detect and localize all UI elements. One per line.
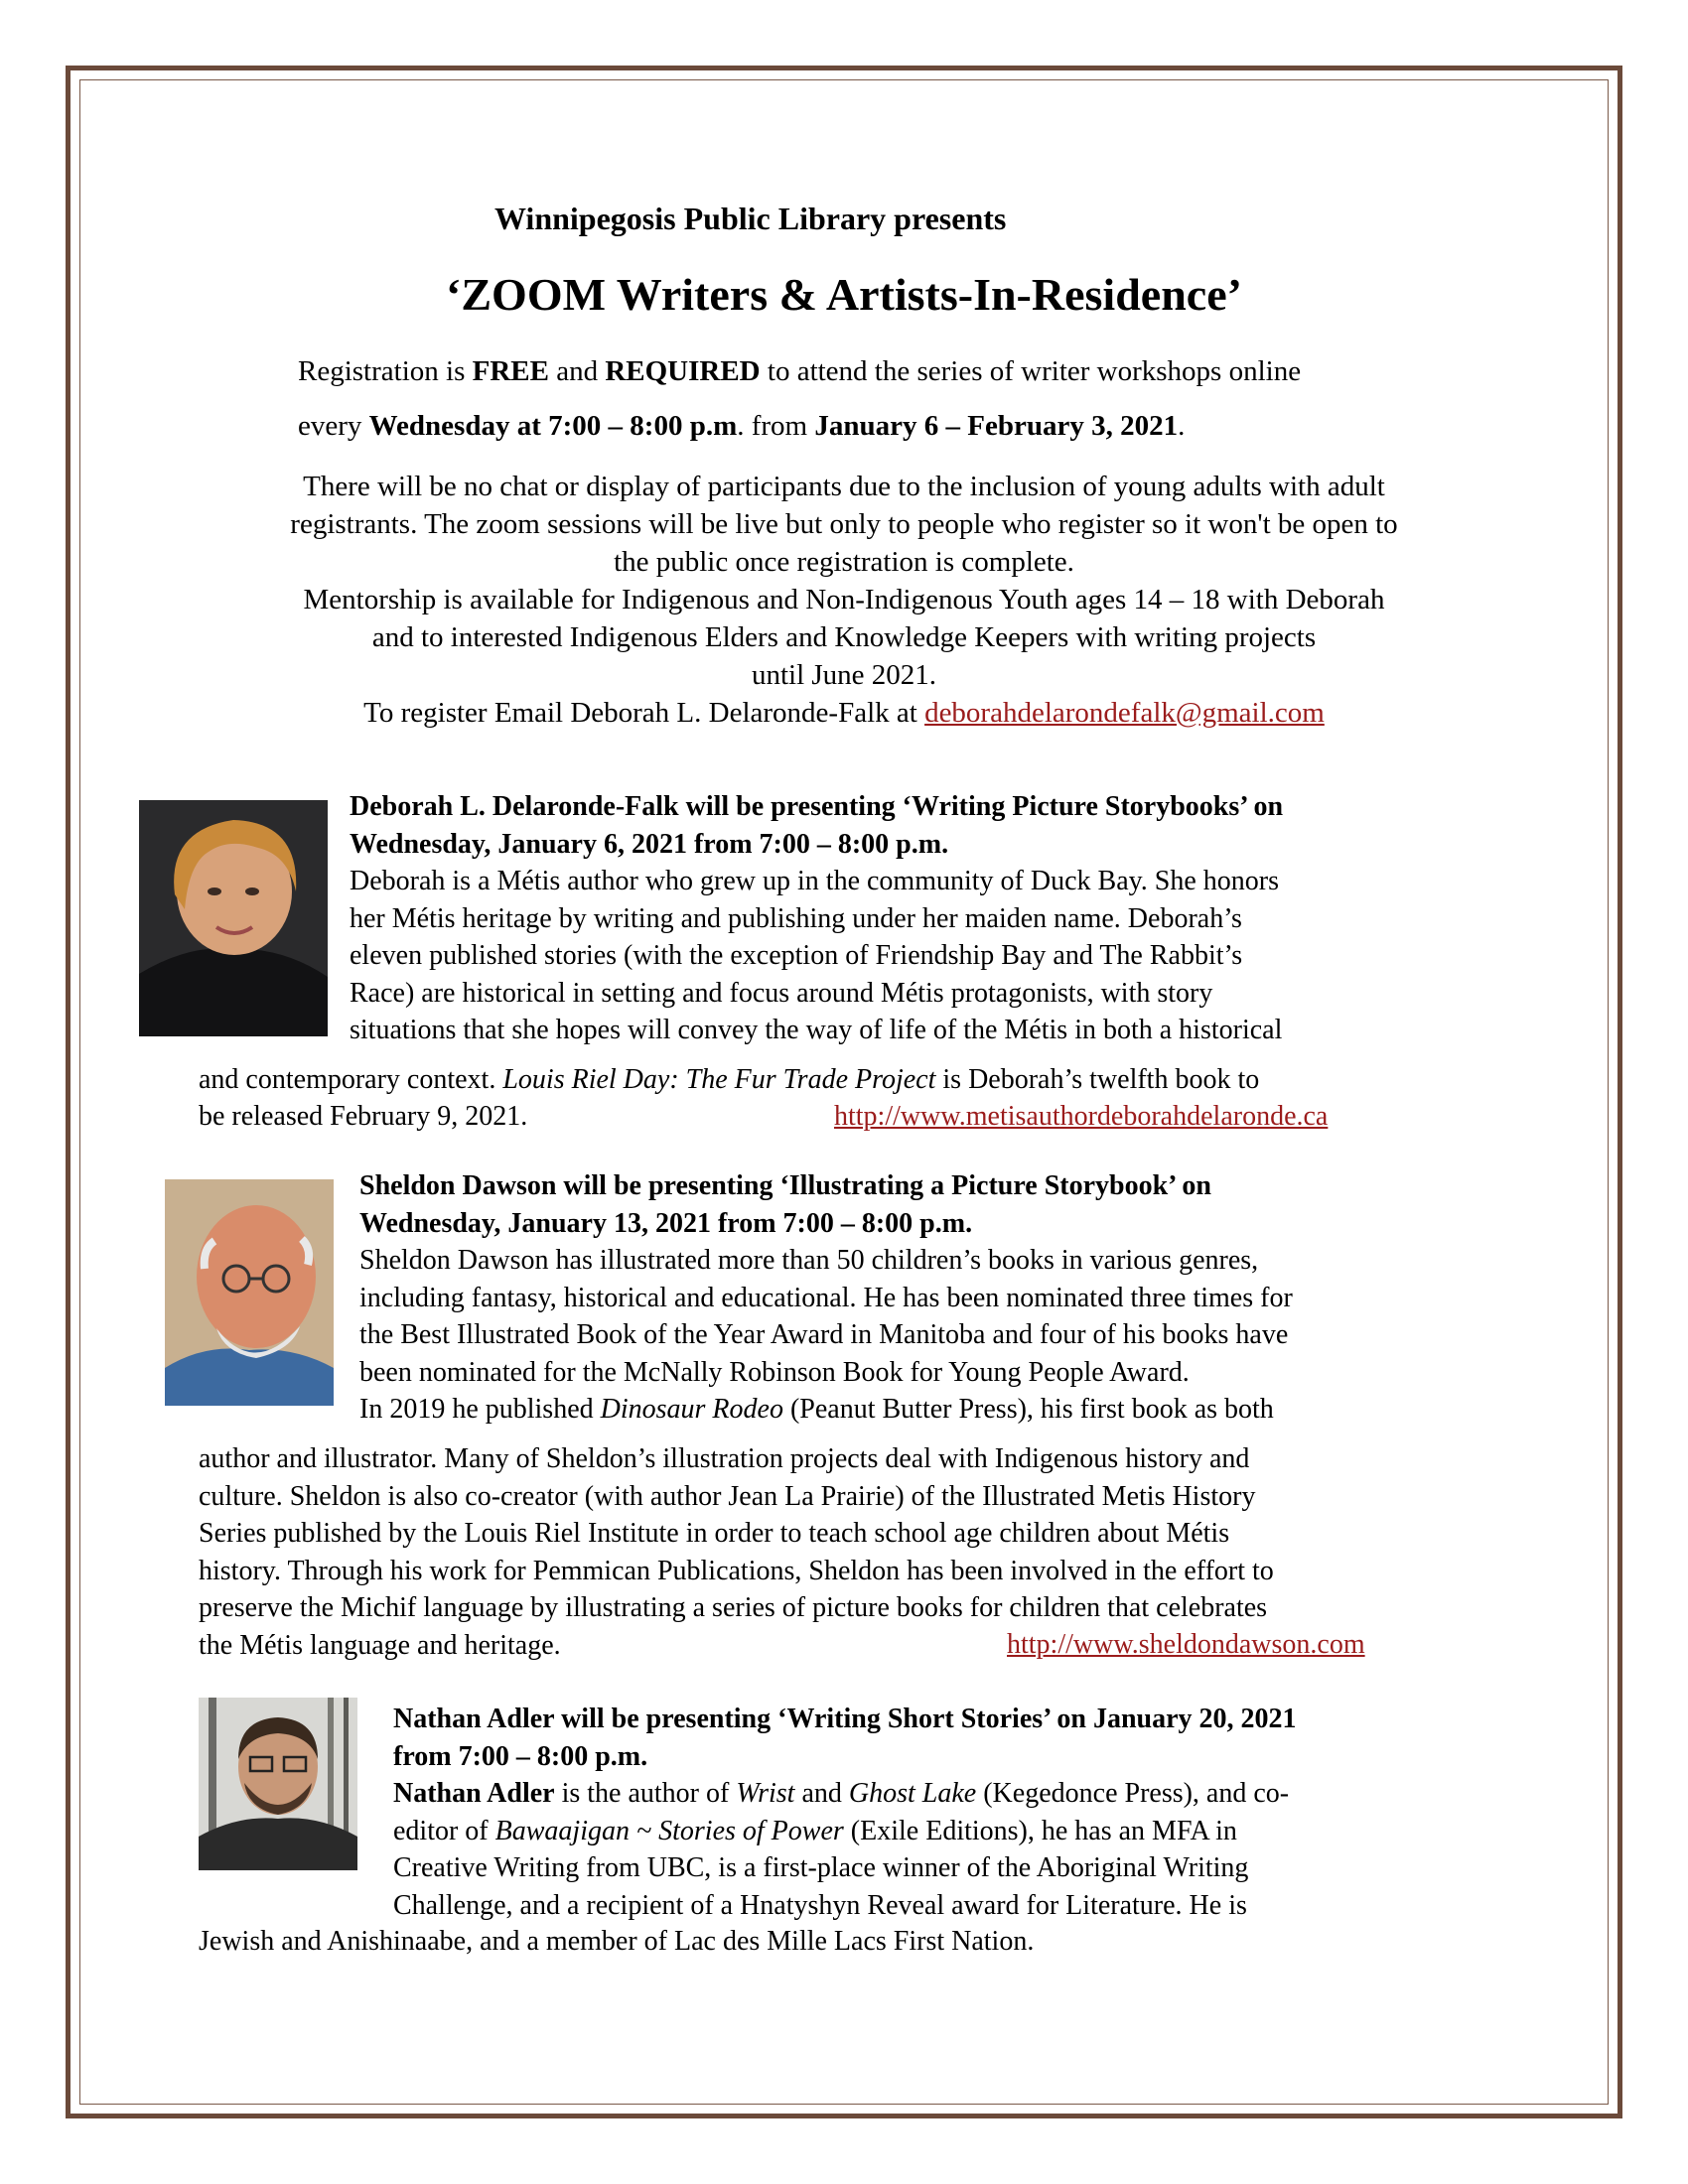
sheldon-bio-line: culture. Sheldon is also co-creator (with author Jean La Prairie) of the Illustrated Metis History: [199, 1480, 1256, 1512]
sheldon-bio-line: history. Through his work for Pemmican Publications, Sheldon has been involved in the effort to: [199, 1555, 1274, 1586]
info-line: There will be no chat or display of participants due to the inclusion of young adults with adult: [303, 471, 1385, 502]
sheldon-date: Wednesday, January 13, 2021 from 7:00 – 8:00 p.m.: [359, 1207, 973, 1239]
nathan-bio-line: Jewish and Anishinaabe, and a member of Lac des Mille Lacs First Nation.: [199, 1926, 1035, 1957]
nathan-photo: [199, 1698, 357, 1870]
register-line: To register Email Deborah L. Delaronde-Falk at deborahdelarondefalk@gmail.com: [363, 697, 1325, 729]
sheldon-bio-line: preserve the Michif language by illustrating a series of picture books for children that celebrates: [199, 1592, 1268, 1623]
sheldon-bio-line: the Best Illustrated Book of the Year Award in Manitoba and four of his books have: [359, 1319, 1289, 1350]
deborah-bio-line: and contemporary context. Louis Riel Day: The Fur Trade Project is Deborah’s twelfth book to: [199, 1064, 1260, 1095]
info-block: [0, 468, 1688, 732]
nathan-bio-line: Creative Writing from UBC, is a first-place winner of the Aboriginal Writing: [393, 1852, 1249, 1883]
nathan-time: from 7:00 – 8:00 p.m.: [393, 1740, 648, 1772]
sheldon-bio-line: Sheldon Dawson has illustrated more than 50 children’s books in various genres,: [359, 1245, 1259, 1276]
sheldon-bio-line: the Métis language and heritage.: [199, 1629, 561, 1661]
info-line: until June 2021.: [751, 659, 937, 691]
registration-line-1: Registration is FREE and REQUIRED to attend the series of writer workshops online: [298, 355, 1302, 387]
nathan-bio-line: editor of Bawaajigan ~ Stories of Power (Exile Editions), he has an MFA in: [393, 1815, 1237, 1846]
registration-line-2: every Wednesday at 7:00 – 8:00 p.m. from January 6 – February 3, 2021.: [298, 410, 1186, 442]
sheldon-bio-line: Series published by the Louis Riel Institute in order to teach school age children about Métis: [199, 1518, 1230, 1549]
info-line: Mentorship is available for Indigenous and Non-Indigenous Youth ages 14 – 18 with Deborah: [303, 584, 1385, 615]
sheldon-bio-line: been nominated for the McNally Robinson Book for Young People Award.: [359, 1356, 1190, 1388]
info-line: registrants. The zoom sessions will be live but only to people who register so it won't be open to: [290, 508, 1398, 540]
nathan-heading: Nathan Adler will be presenting ‘Writing Short Stories’ on January 20, 2021: [393, 1704, 1297, 1734]
sheldon-bio-line: author and illustrator. Many of Sheldon’s illustration projects deal with Indigenous history and: [199, 1443, 1250, 1474]
sheldon-section: [359, 1167, 1293, 1429]
deborah-section: [350, 788, 1283, 1049]
deborah-bio-line: Race) are historical in setting and focus around Métis protagonists, with story: [350, 977, 1213, 1009]
deborah-bio-line: her Métis heritage by writing and publishing under her maiden name. Deborah’s: [350, 902, 1242, 934]
sheldon-bio-line: including fantasy, historical and educational. He has been nominated three times for: [359, 1282, 1293, 1313]
deborah-photo: [139, 800, 328, 1036]
info-line: the public once registration is complete.: [614, 546, 1074, 578]
sheldon-illustration: [165, 1179, 334, 1406]
info-line: and to interested Indigenous Elders and Knowledge Keepers with writing projects: [371, 621, 1317, 653]
presents-line: Winnipegosis Public Library presents: [494, 201, 1007, 236]
page-title: ‘ZOOM Writers & Artists-In-Residence’: [446, 269, 1242, 320]
deborah-bio-line: Deborah is a Métis author who grew up in the community of Duck Bay. She honors: [350, 866, 1280, 896]
deborah-date: Wednesday, January 6, 2021 from 7:00 – 8:00 p.m.: [350, 828, 949, 860]
deborah-bio-line: situations that she hopes will convey the way of life of the Métis in both a historical: [350, 1015, 1283, 1045]
nathan-section: [393, 1701, 1297, 1924]
nathan-bio-line: Challenge, and a recipient of a Hnatyshyn Reveal award for Literature. He is: [393, 1889, 1247, 1921]
sheldon-website-link[interactable]: http://www.sheldondawson.com: [1007, 1629, 1365, 1660]
sheldon-bio-line: In 2019 he published Dinosaur Rodeo (Peanut Butter Press), his first book as both: [359, 1394, 1274, 1425]
deborah-bio-line: eleven published stories (with the exception of Friendship Bay and The Rabbit’s: [350, 940, 1243, 971]
sheldon-heading: Sheldon Dawson will be presenting ‘Illustrating a Picture Storybook’ on: [359, 1170, 1211, 1201]
deborah-bio-line: be released February 9, 2021.: [199, 1101, 528, 1132]
nathan-bio-line: Nathan Adler is the author of Wrist and Ghost Lake (Kegedonce Press), and co-: [393, 1778, 1290, 1809]
deborah-heading: Deborah L. Delaronde-Falk will be presenting ‘Writing Picture Storybooks’ on: [350, 791, 1284, 822]
deborah-website-link[interactable]: http://www.metisauthordeborahdelaronde.ca: [834, 1101, 1329, 1132]
register-email-link[interactable]: deborahdelarondefalk@gmail.com: [924, 697, 1325, 729]
